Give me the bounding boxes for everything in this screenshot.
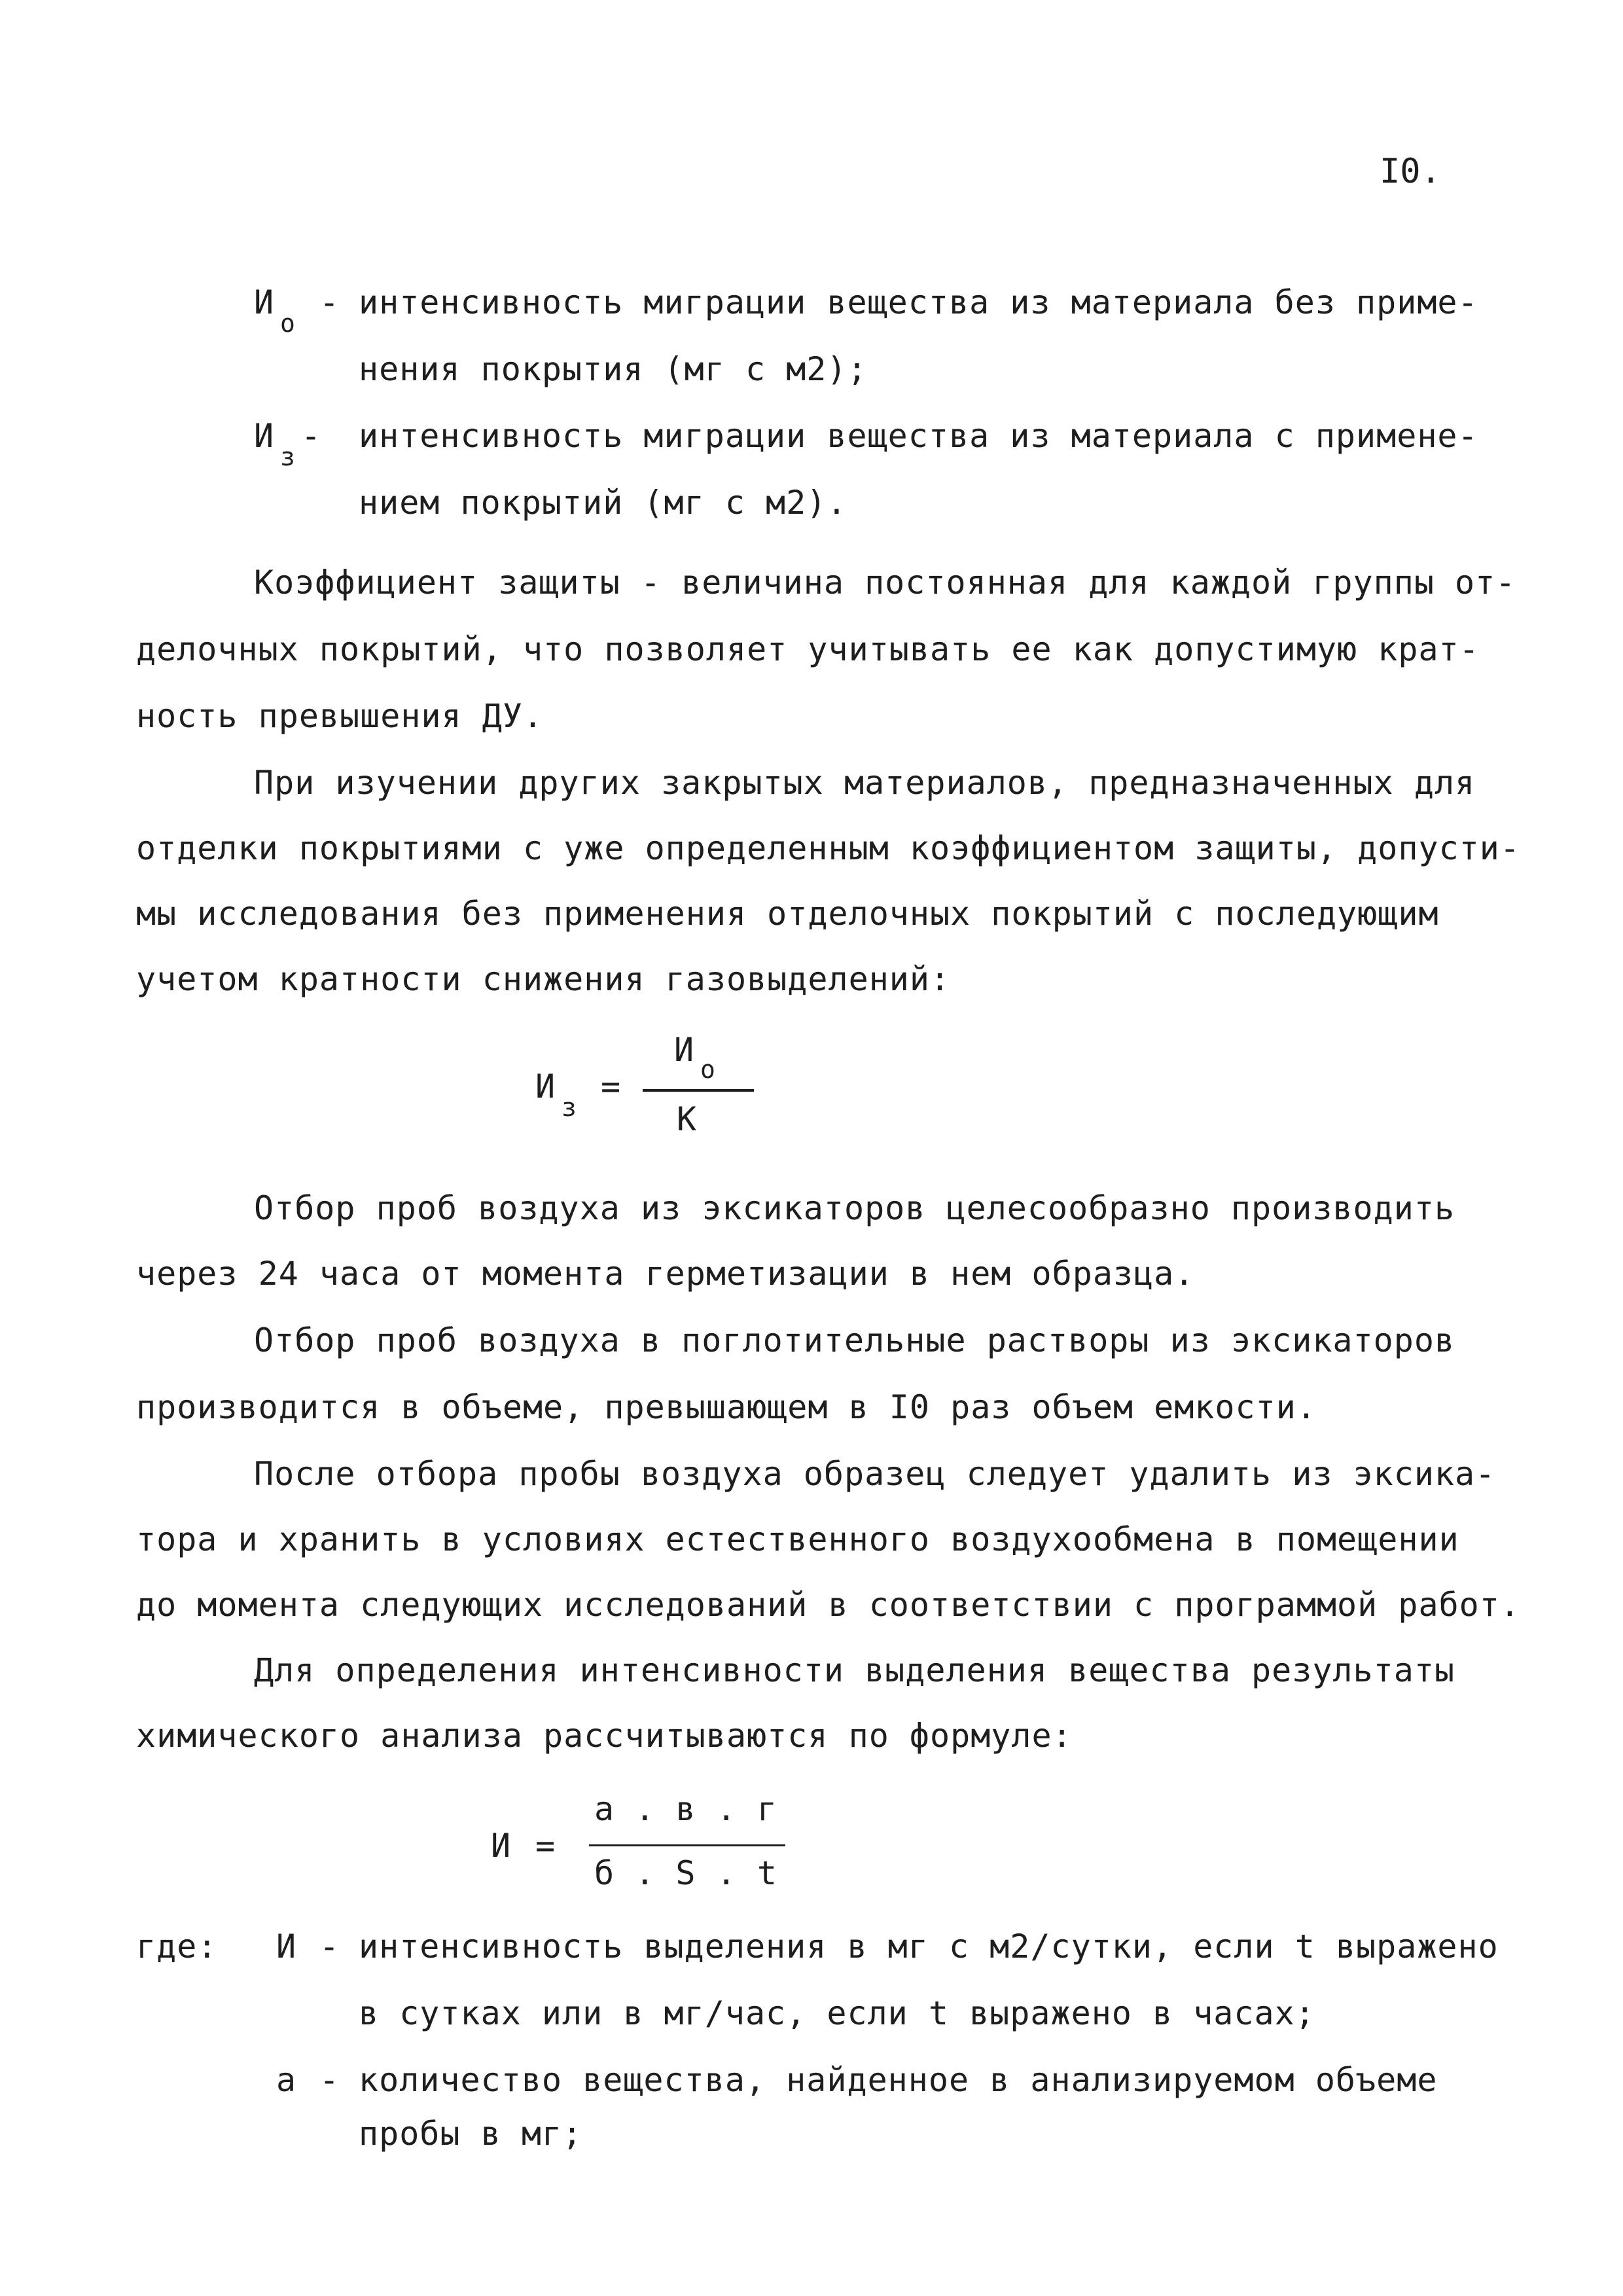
text-line: производится в объеме, превышающем в I0 раз объем емкости.	[136, 1388, 1317, 1426]
variable-text: количество вещества, найденное в анализируемом объеме	[359, 2061, 1438, 2099]
definition-dash: -	[319, 283, 340, 321]
page-number: I0.	[1380, 152, 1441, 191]
definition-text: интенсивность миграции вещества из материала без приме-	[359, 283, 1478, 321]
formula-equals: =	[601, 1067, 621, 1105]
definition-text: нием покрытий (мг с м2).	[359, 484, 847, 522]
formula-equals: =	[535, 1827, 556, 1865]
where-label: где:	[136, 1928, 218, 1965]
text-line: Для определения интенсивности выделения вещества результаты	[254, 1651, 1455, 1689]
definition-text: нения покрытия (мг с м2);	[359, 350, 868, 388]
text-line: После отбора пробы воздуха образец следует удалить из эксика-	[254, 1455, 1496, 1493]
text-line: химического анализа рассчитываются по формуле:	[136, 1717, 1073, 1755]
fraction-line	[643, 1089, 754, 1092]
variable-dash: -	[319, 1928, 340, 1965]
text-line: мы исследования без применения отделочных покрытий с последующим	[136, 895, 1439, 933]
definition-symbol: И	[254, 417, 274, 455]
definition-subscript: о	[280, 309, 295, 338]
text-line: Коэффициент защиты - величина постоянная для каждой группы от-	[254, 564, 1516, 601]
variable-text: в сутках или в мг/час, если t выражено в часах;	[359, 1994, 1315, 2032]
definition-subscript: з	[280, 442, 295, 471]
text-line: Отбор проб воздуха в поглотительные растворы из эксикаторов	[254, 1321, 1455, 1359]
definition-text: интенсивность миграции вещества из материала с примене-	[359, 417, 1478, 455]
formula-numerator-subscript: о	[700, 1055, 715, 1084]
variable-symbol: а	[276, 2061, 296, 2099]
formula-numerator: а . в . г	[594, 1790, 777, 1828]
variable-symbol: И	[276, 1928, 296, 1965]
definition-symbol: И	[254, 283, 274, 321]
variable-text: интенсивность выделения в мг с м2/сутки, если t выражено	[359, 1928, 1499, 1965]
text-line: ность превышения ДУ.	[136, 697, 544, 735]
text-line: через 24 часа от момента герметизации в нем образца.	[136, 1255, 1195, 1293]
formula-denominator: К	[677, 1100, 697, 1138]
formula-lhs: И	[535, 1067, 556, 1105]
formula-lhs: И	[491, 1827, 511, 1865]
text-line: Отбор проб воздуха из эксикаторов целесообразно производить	[254, 1189, 1455, 1227]
text-line: При изучении других закрытых материалов, предназначенных для	[254, 764, 1476, 802]
text-line: отделки покрытиями с уже определенным коэффициентом защиты, допусти-	[136, 829, 1520, 867]
text-line: делочных покрытий, что позволяет учитывать ее как допустимую крат-	[136, 630, 1480, 668]
text-line: тора и хранить в условиях естественного воздухообмена в помещении	[136, 1520, 1459, 1558]
formula-lhs-subscript: з	[562, 1093, 577, 1122]
variable-dash: -	[319, 2061, 340, 2099]
definition-dash: -	[301, 417, 322, 455]
text-line: учетом кратности снижения газовыделений:	[136, 960, 951, 998]
fraction-line	[589, 1844, 785, 1846]
text-line: до момента следующих исследований в соответствии с программой работ.	[136, 1586, 1520, 1624]
formula-denominator: б . S . t	[594, 1854, 777, 1892]
variable-text: пробы в мг;	[359, 2115, 583, 2153]
formula-numerator: И	[674, 1031, 694, 1069]
